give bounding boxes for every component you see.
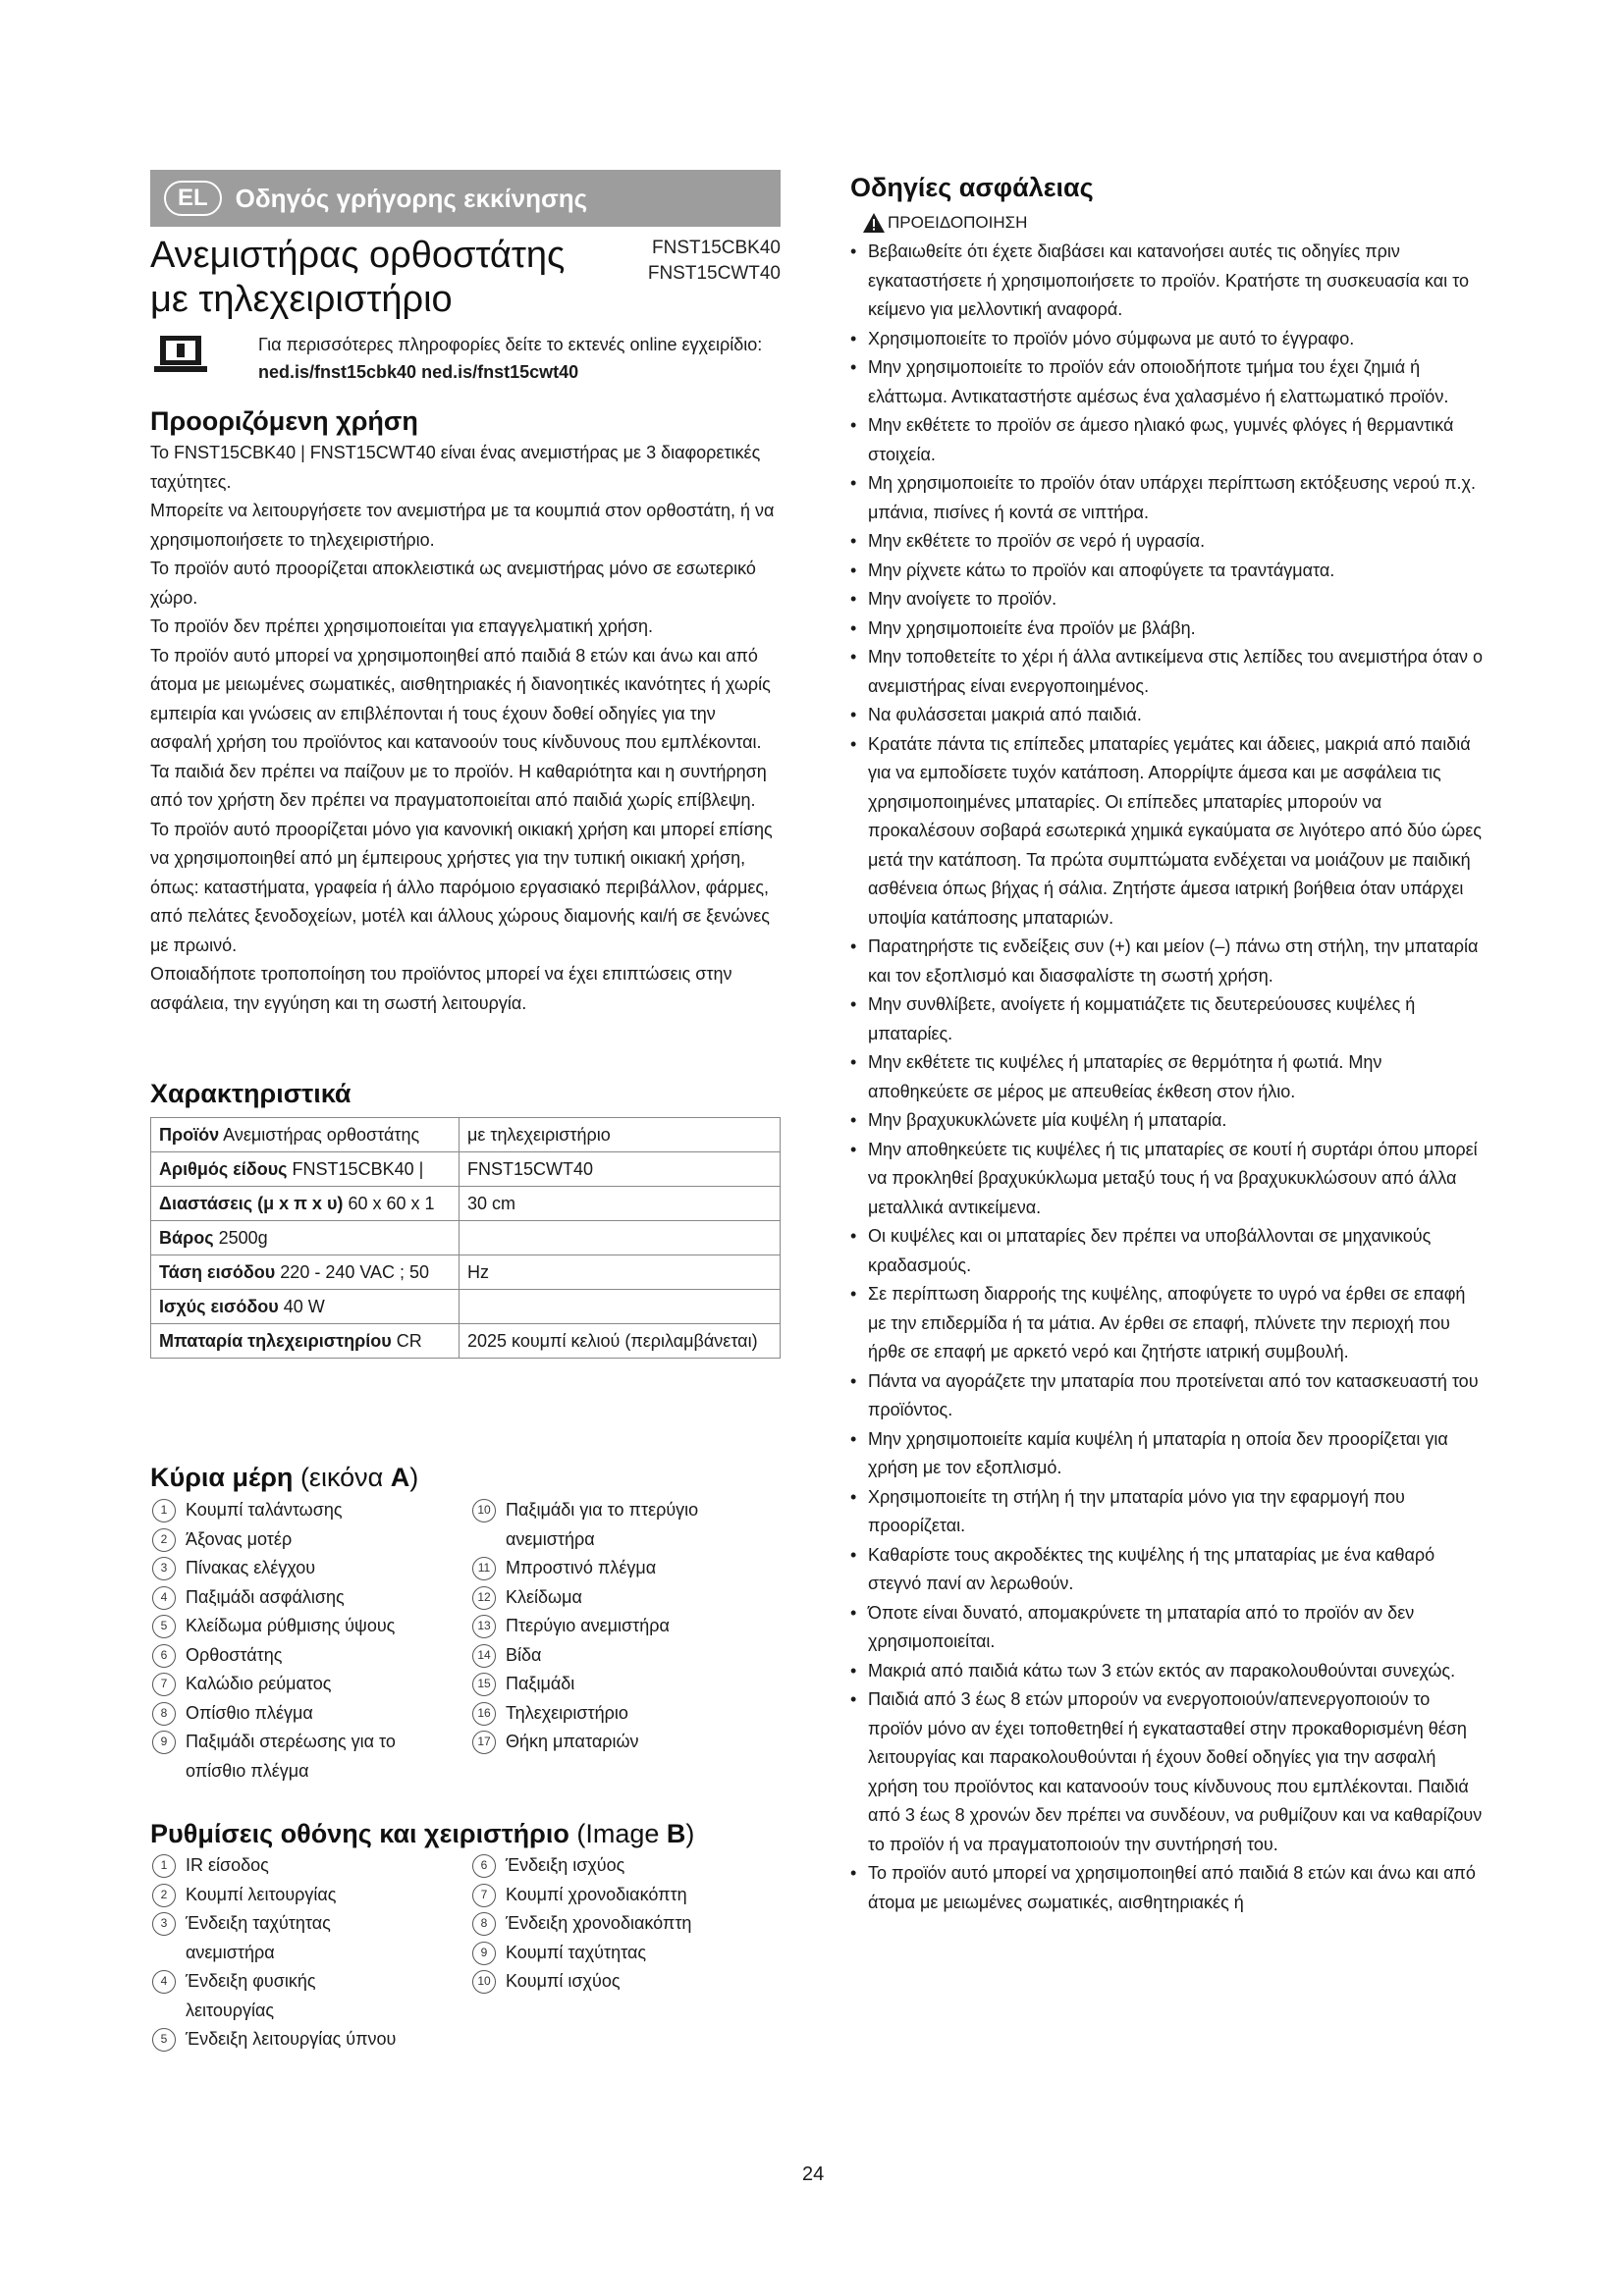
spec-label: Ισχύς εισόδου xyxy=(159,1297,279,1316)
list-item xyxy=(150,1851,445,1881)
list-item xyxy=(150,1554,445,1583)
spec-value: 2500g xyxy=(218,1228,268,1248)
list-item: • Το προϊόν αυτό μπορεί να χρησιμοποιηθεί από παιδιά 8 ετών και άνω και από άτομα με μειωμένες σωματικές, αισθητηριακές ή xyxy=(850,1859,1484,1917)
list-item xyxy=(470,1641,765,1671)
spec-value xyxy=(460,1221,781,1255)
callout-number: 15 xyxy=(472,1673,496,1696)
part-label: Παξιμάδι xyxy=(506,1674,575,1693)
callout-number: 2 xyxy=(152,1528,176,1552)
main-parts-column-right xyxy=(470,1496,765,1757)
list-item xyxy=(470,1939,765,1968)
list-item xyxy=(150,1909,445,1967)
intended-use-paragraph: Το προϊόν αυτό μπορεί να χρησιμοποιηθεί από παιδιά 8 ετών και άνω και από άτομα με μειωμένες σωματικές, αισθητηριακές ή διανοητικές ικανότητες ή χωρίς εμπειρία και γνώσεις αν επιβλέπονται ή τους έχουν δοθεί οδηγίες για την ασφαλή χρήση του προϊόντος και κατανοούν τους κίνδυνους που εμπλέκονται. Τα παιδιά δεν πρέπει να παίζουν με το προϊόν. Η καθαριότητα και η συντήρηση από τον χρήστη δεν πρέπει να πραγματοποιείται από παιδιά χωρίς επίβλεψη. xyxy=(150,645,771,810)
list-item: • Μη χρησιμοποιείτε το προϊόν όταν υπάρχει περίπτωση εκτόξευσης νερού π.χ. μπάνια, πισίνες ή κοντά σε νιπτήρα. xyxy=(850,469,1484,527)
list-item xyxy=(150,1612,445,1641)
list-item xyxy=(150,1699,445,1729)
part-label: Ένδειξη ισχύος xyxy=(506,1855,625,1875)
list-item xyxy=(470,1728,765,1757)
list-item: • Να φυλάσσεται μακριά από παιδιά. xyxy=(850,701,1484,730)
list-item: • Κρατάτε πάντα τις επίπεδες μπαταρίες γεμάτες και άδειες, μακριά από παιδιά για να εμποδίσετε τυχόν κατάποση. Απορρίψτε άμεσα και με ασφάλεια τις χρησιμοποιημένες μπαταρίες. Οι επίπεδες μπαταρίες μπορούν να προκαλέσουν σοβαρά εσωτερικά χημικά εγκαύματα σε λιγότερο από δύο ώρες μετά την κατάποση. Τα πρώτα συμπτώματα ενδέχεται να μοιάζουν με παιδική ασθένεια όπως βήχας ή σάλια. Ζητήστε άμεσα ιατρική βοήθεια όταν υπάρχει υποψία κατάποσης μπαταριών. xyxy=(850,730,1484,934)
callout-number: 8 xyxy=(152,1702,176,1726)
spec-value: Hz xyxy=(460,1255,781,1290)
part-label: Ένδειξη λειτουργίας ύπνου xyxy=(186,2029,397,2049)
part-label: Ένδειξη χρονοδιακόπτη xyxy=(506,1913,692,1933)
spec-value: 220 - 240 VAC ; 50 xyxy=(280,1262,430,1282)
spec-value: FNST15CBK40 | xyxy=(292,1159,424,1179)
list-item: • Σε περίπτωση διαρροής της κυψέλης, αποφύγετε το υγρό να έρθει σε επαφή με την επιδερμίδα ή τα μάτια. Αν έρθει σε επαφή, πλύνετε την περιοχή που ήρθε σε επαφή με αρκετό νερό και ζητήστε ιατρική συμβουλή. xyxy=(850,1280,1484,1367)
list-item: • Όποτε είναι δυνατό, απομακρύνετε τη μπαταρία από το προϊόν αν δεν χρησιμοποιείται. xyxy=(850,1599,1484,1657)
list-item xyxy=(150,2025,445,2055)
spec-value: 30 cm xyxy=(460,1187,781,1221)
intended-use-paragraph: Μπορείτε να λειτουργήσετε τον ανεμιστήρα με τα κουμπιά στον ορθοστάτη, ή να χρησιμοποιήσετε το τηλεχειριστήριο. xyxy=(150,501,775,550)
list-item xyxy=(150,1670,445,1699)
part-label: Ένδειξη φυσικής λειτουργίας xyxy=(186,1971,316,2020)
list-item xyxy=(150,1881,445,1910)
specifications-heading: Χαρακτηριστικά xyxy=(150,1079,352,1108)
main-parts-column-left xyxy=(150,1496,445,1786)
callout-number: 2 xyxy=(152,1884,176,1907)
list-item xyxy=(470,1496,765,1554)
list-item xyxy=(150,1496,445,1525)
intended-use-paragraph: Το FNST15CBK40 | FNST15CWT40 είναι ένας ανεμιστήρας με 3 διαφορετικές ταχύτητες. xyxy=(150,443,761,492)
part-label: Κλείδωμα xyxy=(506,1586,582,1607)
part-label: Κουμπί ταλάντωσης xyxy=(186,1500,343,1520)
table-row xyxy=(151,1118,781,1152)
online-manual-icon xyxy=(154,334,207,375)
spec-value: CR xyxy=(396,1331,422,1351)
spec-value: 2025 κουμπί κελιού (περιλαμβάνεται) xyxy=(460,1324,781,1359)
part-label: Κουμπί λειτουργίας xyxy=(186,1884,337,1904)
list-item xyxy=(470,1670,765,1699)
spec-label: Αριθμός είδους xyxy=(159,1159,288,1179)
intended-use-paragraph: Οποιαδήποτε τροποποίηση του προϊόντος μπορεί να έχει επιπτώσεις στην ασφάλεια, την εγγύηση και τη σωστή λειτουργία. xyxy=(150,964,732,1013)
list-item: • Μην εκθέτετε το προϊόν σε άμεσο ηλιακό φως, γυμνές φλόγες ή θερμαντικά στοιχεία. xyxy=(850,411,1484,469)
part-label: Παξιμάδι για το πτερύγιο ανεμιστήρα xyxy=(506,1500,699,1549)
spec-value: με τηλεχειριστήριο xyxy=(460,1118,781,1152)
callout-number: 5 xyxy=(152,2028,176,2052)
spec-value: 60 x 60 x 1 xyxy=(348,1194,435,1213)
spec-value: Ανεμιστήρας ορθοστάτης xyxy=(223,1125,420,1145)
list-item: • Μην ρίχνετε κάτω το προϊόν και αποφύγετε τα τραντάγματα. xyxy=(850,557,1484,586)
list-item xyxy=(150,1728,445,1786)
table-row xyxy=(151,1290,781,1324)
intended-use-paragraph: Το προϊόν αυτό προορίζεται μόνο για κανονική οικιακή χρήση και μπορεί επίσης να χρησιμοποιηθεί από μη έμπειρους χρήστες για την τυπική οικιακή χρήση, όπως: καταστήματα, γραφεία ή άλλο παρόμοιο εργασιακό περιβάλλον, φάρμες, από πελάτες ξενοδοχείων, μοτέλ και άλλους χώρους διαμονής και/ή σε ξενώνες με πρωινό. xyxy=(150,819,773,955)
model-number: FNST15CBK40 xyxy=(652,238,781,258)
warning-triangle-icon xyxy=(862,212,886,234)
product-title: Ανεμιστήρας ορθοστάτης με τηλεχειριστήριο xyxy=(150,235,566,320)
list-item xyxy=(470,1554,765,1583)
spec-label: Βάρος xyxy=(159,1228,214,1248)
list-item: • Παρατηρήστε τις ενδείξεις συν (+) και μείον (–) πάνω στη στήλη, την μπαταρία και τον εξοπλισμό και διασφαλίστε τη σωστή χρήση. xyxy=(850,933,1484,990)
spec-label: Διαστάσεις (μ x π x υ) xyxy=(159,1194,344,1213)
list-item: • Μην εκθέτετε το προϊόν σε νερό ή υγρασία. xyxy=(850,527,1484,557)
intended-use-heading: Προοριζόμενη χρήση xyxy=(150,406,418,436)
part-label: Πίνακας ελέγχου xyxy=(186,1558,316,1577)
part-label: Μπροστινό πλέγμα xyxy=(506,1558,657,1577)
callout-number: 7 xyxy=(152,1673,176,1696)
list-item: • Καθαρίστε τους ακροδέκτες της κυψέλης ή της μπαταρίας με ένα καθαρό στεγνό πανί αν λερωθούν. xyxy=(850,1541,1484,1599)
table-row xyxy=(151,1221,781,1255)
specifications-table xyxy=(150,1117,781,1359)
list-item: • Μακριά από παιδιά κάτω των 3 ετών εκτός αν παρακολουθούνται συνεχώς. xyxy=(850,1657,1484,1686)
model-number: FNST15CWT40 xyxy=(647,263,781,284)
display-settings-list xyxy=(150,1851,781,2057)
part-label: Καλώδιο ρεύματος xyxy=(186,1674,332,1693)
quick-start-banner xyxy=(150,170,781,227)
callout-number: 4 xyxy=(152,1586,176,1610)
part-label: Κουμπί χρονοδιακόπτη xyxy=(506,1884,687,1904)
manual-links[interactable]: ned.is/fnst15cbk40 ned.is/fnst15cwt40 xyxy=(258,362,579,382)
callout-number: 4 xyxy=(152,1970,176,1994)
callout-number: 6 xyxy=(152,1644,176,1668)
safety-list xyxy=(850,238,1484,1917)
display-column-left xyxy=(150,1851,445,2055)
main-parts-heading: Κύρια μέρη (εικόνα A) xyxy=(150,1463,419,1492)
page-number: 24 xyxy=(802,2163,825,2185)
list-item: • Μην βραχυκυκλώνετε μία κυψέλη ή μπαταρία. xyxy=(850,1106,1484,1136)
callout-number: 9 xyxy=(472,1942,496,1965)
callout-number: 16 xyxy=(472,1702,496,1726)
spec-value xyxy=(460,1290,781,1324)
list-item: • Πάντα να αγοράζετε την μπαταρία που προτείνεται από τον κατασκευαστή του προϊόντος. xyxy=(850,1367,1484,1425)
intended-use-paragraph: Το προϊόν δεν πρέπει χρησιμοποιείται για επαγγελματική χρήση. xyxy=(150,616,654,636)
list-item: • Μην ανοίγετε το προϊόν. xyxy=(850,585,1484,614)
list-item xyxy=(150,1967,445,2025)
callout-number: 10 xyxy=(472,1499,496,1522)
list-item xyxy=(150,1583,445,1613)
part-label: Άξονας μοτέρ xyxy=(186,1528,293,1549)
part-label: Κουμπί ταχύτητας xyxy=(506,1942,647,1962)
list-item: • Χρησιμοποιείτε τη στήλη ή την μπαταρία μόνο για την εφαρμογή που προορίζεται. xyxy=(850,1483,1484,1541)
list-item: • Χρησιμοποιείτε το προϊόν μόνο σύμφωνα με αυτό το έγγραφο. xyxy=(850,325,1484,354)
intended-use-paragraph: Το προϊόν αυτό προορίζεται αποκλειστικά ως ανεμιστήρας μόνο σε εσωτερικό χώρο. xyxy=(150,559,756,608)
callout-number: 3 xyxy=(152,1557,176,1580)
language-badge: EL xyxy=(164,181,222,216)
part-label: Ορθοστάτης xyxy=(186,1644,283,1665)
main-parts-section xyxy=(150,1463,781,1493)
list-item xyxy=(150,1525,445,1555)
list-item: • Μην εκθέτετε τις κυψέλες ή μπαταρίες σε θερμότητα ή φωτιά. Μην αποθηκεύετε σε μέρος με απευθείας έκθεση στον ήλιο. xyxy=(850,1048,1484,1106)
list-item xyxy=(470,1699,765,1729)
part-label: Θήκη μπαταριών xyxy=(506,1732,639,1751)
spec-label: Τάση εισόδου xyxy=(159,1262,276,1282)
part-label: Πτερύγιο ανεμιστήρα xyxy=(506,1616,670,1635)
part-label: Βίδα xyxy=(506,1644,542,1665)
part-label: Παξιμάδι στερέωσης για το οπίσθιο πλέγμα xyxy=(186,1732,396,1781)
spec-label: Προϊόν xyxy=(159,1125,220,1145)
display-settings-section xyxy=(150,1819,781,1849)
list-item xyxy=(470,1967,765,1997)
spec-value: 40 W xyxy=(283,1297,325,1316)
callout-number: 9 xyxy=(152,1731,176,1754)
list-item xyxy=(470,1612,765,1641)
table-row xyxy=(151,1255,781,1290)
callout-number: 1 xyxy=(152,1854,176,1878)
table-row xyxy=(151,1324,781,1359)
display-column-right xyxy=(470,1851,765,1997)
callout-number: 5 xyxy=(152,1615,176,1638)
part-label: Οπίσθιο πλέγμα xyxy=(186,1702,313,1723)
callout-number: 14 xyxy=(472,1644,496,1668)
list-item: • Μην τοποθετείτε το χέρι ή άλλα αντικείμενα στις λεπίδες του ανεμιστήρα όταν ο ανεμιστήρας είναι ενεργοποιημένος. xyxy=(850,643,1484,701)
intended-use-section xyxy=(150,406,781,1018)
list-item xyxy=(470,1851,765,1881)
warning-label xyxy=(862,212,1027,234)
part-label: Τηλεχειριστήριο xyxy=(506,1702,628,1723)
callout-number: 3 xyxy=(152,1912,176,1936)
table-row xyxy=(151,1187,781,1221)
main-parts-list xyxy=(150,1496,781,1790)
part-label: IR είσοδος xyxy=(186,1855,269,1875)
model-numbers xyxy=(648,236,781,287)
specifications-section xyxy=(150,1079,781,1359)
list-item: • Μην χρησιμοποιείτε ένα προϊόν με βλάβη. xyxy=(850,614,1484,644)
callout-number: 12 xyxy=(472,1586,496,1610)
manual-text: Για περισσότερες πληροφορίες δείτε το εκτενές online εγχειρίδιο: xyxy=(258,335,763,354)
callout-number: 13 xyxy=(472,1615,496,1638)
callout-number: 6 xyxy=(472,1854,496,1878)
list-item: • Παιδιά από 3 έως 8 ετών μπορούν να ενεργοποιούν/απενεργοποιούν το προϊόν μόνο αν έχει τοποθετηθεί ή εγκατασταθεί στην προκαθορισμένη θέση λειτουργίας και παρακολουθούνται ή έχουν δοθεί οδηγίες για την ασφαλή χρήση του προϊόντος και κατανοούν τους κίνδυνους που εμπλέκονται. Παιδιά από 3 έως 8 χρονών δεν πρέπει να συνδέουν, να ρυθμίζουν και να καθαρίζουν το προϊόν ή να πραγματοποιούν την συντήρησή του. xyxy=(850,1685,1484,1859)
list-item: • Μην συνθλίβετε, ανοίγετε ή κομματιάζετε τις δευτερεύουσες κυψέλες ή μπαταρίες. xyxy=(850,990,1484,1048)
part-label: Κουμπί ισχύος xyxy=(506,1971,621,1991)
guide-title: Οδηγός γρήγορης εκκίνησης xyxy=(235,183,588,213)
list-item: • Μην αποθηκεύετε τις κυψέλες ή τις μπαταρίες σε κουτί ή συρτάρι όπου μπορεί να προκληθεί βραχυκύκλωμα μεταξύ τους ή να βραχυκυκλώσουν από άλλα μεταλλικά αντικείμενα. xyxy=(850,1136,1484,1223)
list-item: • Μην χρησιμοποιείτε καμία κυψέλη ή μπαταρία η οποία δεν προορίζεται για χρήση με τον εξοπλισμό. xyxy=(850,1425,1484,1483)
callout-number: 11 xyxy=(472,1557,496,1580)
spec-label: Μπαταρία τηλεχειριστηρίου xyxy=(159,1331,392,1351)
list-item: • Μην χρησιμοποιείτε το προϊόν εάν οποιοδήποτε τμήμα του έχει ζημιά ή ελάττωμα. Αντικαταστήστε αμέσως ένα χαλασμένο ή ελαττωματικό προϊόν. xyxy=(850,353,1484,411)
safety-heading: Οδηγίες ασφάλειας xyxy=(850,173,1094,202)
list-item xyxy=(470,1881,765,1910)
list-item: • Οι κυψέλες και οι μπαταρίες δεν πρέπει να υποβάλλονται σε μηχανικούς κραδασμούς. xyxy=(850,1222,1484,1280)
part-label: Παξιμάδι ασφάλισης xyxy=(186,1586,345,1607)
spec-value: FNST15CWT40 xyxy=(460,1152,781,1187)
table-row xyxy=(151,1152,781,1187)
warning-text: ΠΡΟΕΙΔΟΠΟΙΗΣΗ xyxy=(888,213,1028,232)
part-label: Ένδειξη ταχύτητας ανεμιστήρα xyxy=(186,1913,331,1962)
callout-number: 8 xyxy=(472,1912,496,1936)
list-item xyxy=(470,1583,765,1613)
part-label: Κλείδωμα ρύθμισης ύψους xyxy=(186,1616,396,1635)
list-item xyxy=(150,1641,445,1671)
callout-number: 10 xyxy=(472,1970,496,1994)
list-item: • Βεβαιωθείτε ότι έχετε διαβάσει και κατανοήσει αυτές τις οδηγίες πριν εγκαταστήσετε ή χρησιμοποιήσετε το προϊόν. Κρατήστε τη συσκευασία και το κείμενο για μελλοντική αναφορά. xyxy=(850,238,1484,325)
callout-number: 1 xyxy=(152,1499,176,1522)
display-settings-heading: Ρυθμίσεις οθόνης και χειριστήριο (Image B) xyxy=(150,1819,695,1848)
list-item xyxy=(470,1909,765,1939)
callout-number: 17 xyxy=(472,1731,496,1754)
online-manual-note xyxy=(258,331,769,386)
callout-number: 7 xyxy=(472,1884,496,1907)
